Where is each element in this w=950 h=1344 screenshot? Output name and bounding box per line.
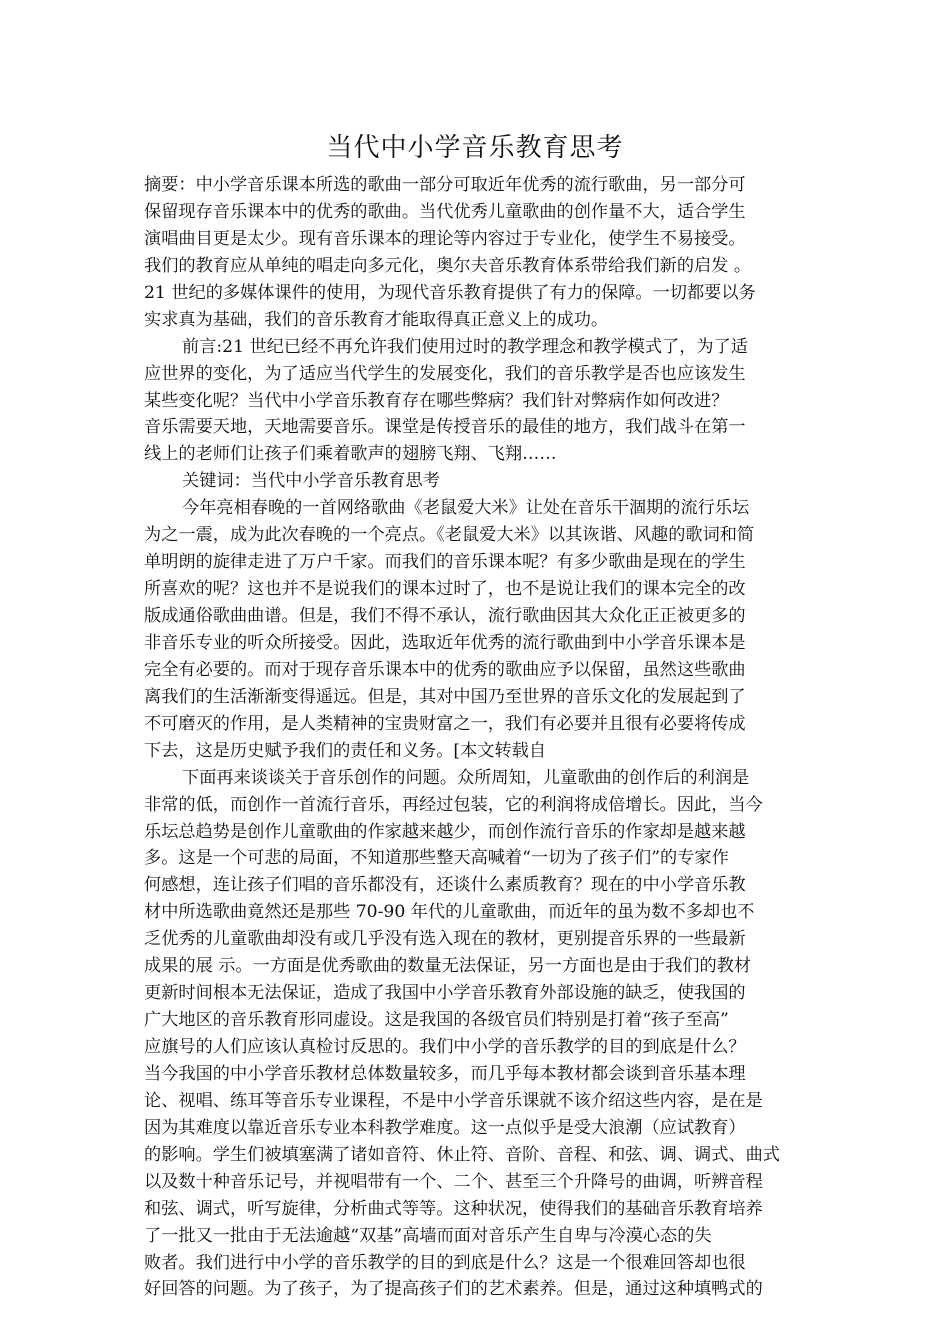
text-line: 线上的老师们让孩子们乘着歌声的翅膀飞翔、飞翔…… (144, 444, 557, 465)
text-line: 何感想，连让孩子们唱的音乐都没有，还谈什么素质教育？现在的中小学音乐教 (144, 875, 746, 896)
text-line: 前言:21 世纪已经不再允许我们使用过时的教学理念和教学模式了，为了适 (182, 336, 748, 357)
text-line: 不可磨灭的作用，是人类精神的宝贵财富之一，我们有必要并且很有必要将传成 (144, 713, 746, 734)
text-line: 所喜欢的呢？这也并不是说我们的课本过时了，也不是说让我们的课本完全的改 (144, 579, 746, 600)
text-line: 音乐需要天地，天地需要音乐。课堂是传授音乐的最佳的地方，我们战斗在第一 (144, 417, 746, 438)
text-line: 版成通俗歌曲曲谱。但是，我们不得不承认，流行歌曲因其大众化正正被更多的 (144, 606, 746, 626)
text-line: 应旗号的人们应该认真检讨反思的。我们中小学的音乐教学的目的到底是什么？ (144, 1037, 746, 1057)
text-line: 为之一震，成为此次春晚的一个亮点。《老鼠爱大米》以其诙谐、风趣的歌词和简 (144, 525, 755, 546)
text-line: 当今我国的中小学音乐教材总体数量较多，而几乎每本教材都会谈到音乐基本理 (144, 1063, 746, 1084)
text-line: 完全有必要的。而对于现存音乐课本中的优秀的歌曲应予以保留，虽然这些歌曲 (144, 659, 746, 680)
text-line: 了一批又一批由于无法逾越“双基”高墙而面对音乐产生自卑与冷漠心态的失 (144, 1225, 712, 1246)
text-line: 演唱曲目更是太少。现有音乐课本的理论等内容过于专业化，使学生不易接受。 (144, 228, 746, 249)
text-line: 非常的低，而创作一首流行音乐，再经过包装，它的利润将成倍增长。因此，当今 (144, 794, 763, 815)
text-line: 和弦、调式，听写旋律，分析曲式等等。这种状况，使得我们的基础音乐教育培养 (144, 1198, 763, 1219)
text-line: 乐坛总趋势是创作儿童歌曲的作家越来越少，而创作流行音乐的作家却是越来越 (144, 821, 746, 842)
text-line: 乏优秀的儿童歌曲却没有或几乎没有选入现在的教材，更别提音乐界的一些最新 (144, 929, 746, 950)
text-line: 单明朗的旋律走进了万户千家。而我们的音乐课本呢？有多少歌曲是现在的学生 (144, 552, 746, 573)
text-line: 某些变化呢？当代中小学音乐教育存在哪些弊病？我们针对弊病作如何改进？ (144, 390, 729, 411)
text-line: 多。这是一个可悲的局面，不知道那些整天高喊着“一切为了孩子们”的专家作 (144, 848, 729, 869)
text-line: 好回答的问题。为了孩子，为了提高孩子们的艺术素养。但是，通过这种填鸭式的 (144, 1279, 763, 1300)
text-line: 保留现存音乐课本中的优秀的歌曲。当代优秀儿童歌曲的创作量不大，适合学生 (144, 201, 746, 222)
text-line: 广大地区的音乐教育形同虚设。这是我国的各级官员们特别是打着“孩子至高” (144, 1010, 729, 1031)
text-line: 非音乐专业的听众所接受。因此，选取近年优秀的流行歌曲到中小学音乐课本是 (144, 632, 746, 653)
text-line: 关键词：当代中小学音乐教育思考 (182, 471, 440, 492)
text-line: 离我们的生活渐渐变得遥远。但是，其对中国乃至世界的音乐文化的发展起到了 (144, 686, 746, 707)
text-line: 更新时间根本无法保证，造成了我国中小学音乐教育外部设施的缺乏，使我国的 (144, 983, 746, 1004)
document-body (144, 172, 814, 1303)
text-line: 论、视唱、练耳等音乐专业课程，不是中小学音乐课就不该介绍这些内容，是在是 (144, 1090, 763, 1111)
text-line: 我们的教育应从单纯的唱走向多元化，奥尔夫音乐教育体系带给我们新的启发 。 (144, 255, 752, 276)
text-line: 的影响。学生们被填塞满了诸如音符、休止符、音阶、音程、和弦、调、调式、曲式 (144, 1144, 780, 1165)
text-line: 实求真为基础，我们的音乐教育才能取得真正意义上的成功。 (144, 309, 609, 330)
text-line: 材中所选歌曲竟然还是那些 70-90 年代的儿童歌曲，而近年的虽为数不多却也不 (144, 902, 755, 923)
text-line: 成果的展 示。一方面是优秀歌曲的数量无法保证，另一方面也是由于我们的教材 (144, 956, 752, 977)
document-title: 当代中小学音乐教育思考 (326, 133, 624, 163)
text-line: 败者。我们进行中小学的音乐教学的目的到底是什么？这是一个很难回答却也很 (144, 1252, 746, 1273)
text-line: 下去，这是历史赋予我们的责任和义务。[本文转载自 (144, 740, 547, 761)
text-line: 以及数十种音乐记号，并视唱带有一个、二个、甚至三个升降号的曲调，听辨音程 (144, 1171, 763, 1192)
text-line: 应世界的变化，为了适应当代学生的发展变化，我们的音乐教学是否也应该发生 (144, 363, 746, 384)
text-line: 摘要：中小学音乐课本所选的歌曲一部分可取近年优秀的流行歌曲，另一部分可 (144, 175, 746, 195)
text-line: 因为其难度以靠近音乐专业本科教学难度。这一点似乎是受大浪潮（应试教育） (144, 1117, 746, 1138)
text-line: 今年亮相春晚的一首网络歌曲《老鼠爱大米》让处在音乐干涸期的流行乐坛 (182, 498, 750, 519)
text-line: 21 世纪的多媒体课件的使用，为现代音乐教育提供了有力的保障。一切都要以务 (144, 282, 756, 303)
text-line: 下面再来谈谈关于音乐创作的问题。众所周知，儿童歌曲的创作后的利润是 (182, 767, 750, 788)
